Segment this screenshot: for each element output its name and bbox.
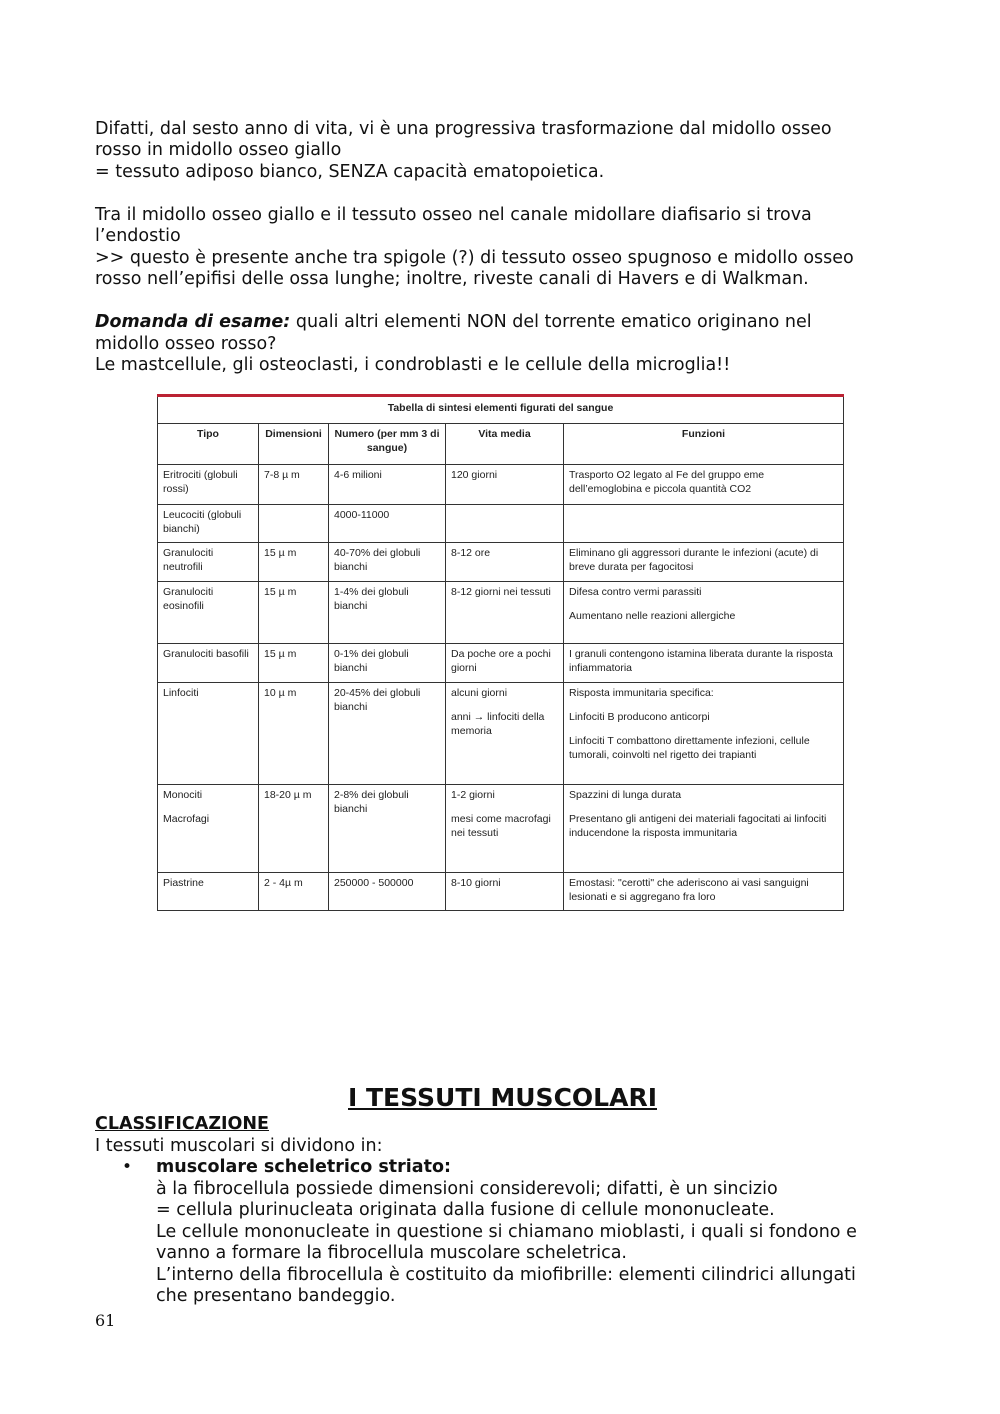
table-row bbox=[158, 464, 844, 504]
cell-funz bbox=[564, 682, 844, 784]
cell-funz bbox=[564, 784, 844, 872]
cell-num: 4000-11000 bbox=[329, 505, 446, 543]
bullet-line: che presentano bandeggio. bbox=[156, 1286, 396, 1306]
exam-answer: Le mastcellule, gli osteoclasti, i condroblasti e le cellule della microglia!! bbox=[95, 355, 731, 375]
paragraph-line: rosso in midollo osseo giallo bbox=[95, 140, 342, 160]
cell-funz-line: Aumentano nelle reazioni allergiche bbox=[569, 609, 736, 622]
cell-vita-line: anni → linfociti della memoria bbox=[451, 710, 545, 737]
paragraph-line: rosso nell’epifisi delle ossa lunghe; inoltre, riveste canali di Havers e di Walkman. bbox=[95, 269, 809, 289]
cell-funz bbox=[564, 581, 844, 644]
header-dimensioni: Dimensioni bbox=[259, 424, 329, 464]
cell-num: 4-6 milioni bbox=[329, 464, 446, 504]
cell-dim: 15 µ m bbox=[259, 581, 329, 644]
cell-dim: 18-20 µ m bbox=[259, 784, 329, 872]
cell-tipo: Granulociti neutrofili bbox=[158, 543, 259, 581]
section-title: I TESSUTI MUSCOLARI bbox=[348, 1083, 657, 1112]
paragraph-line: Tra il midollo osseo giallo e il tessuto osseo nel canale midollare diafisario si trova bbox=[95, 205, 812, 225]
bullet-line: vanno a formare la fibrocellula muscolare scheletrica. bbox=[156, 1243, 627, 1263]
paragraph-line: midollo osseo rosso? bbox=[95, 334, 277, 354]
cell-num: 20-45% dei globuli bianchi bbox=[329, 682, 446, 784]
cell-vita: 8-10 giorni bbox=[446, 872, 564, 910]
table-row bbox=[158, 505, 844, 543]
cell-vita: Da poche ore a pochi giorni bbox=[446, 644, 564, 682]
cell-num: 2-8% dei globuli bianchi bbox=[329, 784, 446, 872]
cell-vita-line: alcuni giorni bbox=[451, 686, 508, 699]
cell-funz-line: Risposta immunitaria specifica: bbox=[569, 686, 714, 699]
cell-tipo: Piastrine bbox=[158, 872, 259, 910]
cell-tipo-line: Macrofagi bbox=[163, 812, 210, 825]
cell-num: 0-1% dei globuli bianchi bbox=[329, 644, 446, 682]
bullet-line: = cellula plurinucleata originata dalla fusione di cellule mononucleate. bbox=[156, 1200, 775, 1220]
cell-tipo-line: Monociti bbox=[163, 788, 203, 801]
cell-num: 1-4% dei globuli bianchi bbox=[329, 581, 446, 644]
cell-dim: 15 µ m bbox=[259, 644, 329, 682]
bullet-line: L’interno della fibrocellula è costituito da miofibrille: elementi cilindrici allungati bbox=[156, 1265, 856, 1285]
table-row bbox=[158, 872, 844, 910]
paragraph-line: Difatti, dal sesto anno di vita, vi è una progressiva trasformazione dal midollo osseo bbox=[95, 119, 832, 139]
bullet-icon: • bbox=[122, 1157, 133, 1177]
cell-tipo bbox=[158, 784, 259, 872]
cell-dim bbox=[259, 505, 329, 543]
cell-vita: 120 giorni bbox=[446, 464, 564, 504]
cell-num: 40-70% dei globuli bianchi bbox=[329, 543, 446, 581]
bullet-line: Le cellule mononucleate in questione si chiamano mioblasti, i quali si fondono e bbox=[156, 1222, 857, 1242]
cell-tipo: Eritrociti (globuli rossi) bbox=[158, 464, 259, 504]
section-subtitle: CLASSIFICAZIONE bbox=[95, 1114, 270, 1134]
cell-vita-line: 1-2 giorni bbox=[451, 788, 495, 801]
cell-funz-line: Spazzini di lunga durata bbox=[569, 788, 682, 801]
bullet-title: muscolare scheletrico striato: bbox=[156, 1157, 451, 1177]
cell-vita bbox=[446, 505, 564, 543]
exam-question bbox=[95, 312, 812, 334]
cell-funz-line: Difesa contro vermi parassiti bbox=[569, 585, 702, 598]
cell-funz-line: Linfociti B producono anticorpi bbox=[569, 710, 710, 723]
cell-funz-line: Linfociti T combattono direttamente infezioni, cellule tumorali, coinvolti nel rigetto dei trapianti bbox=[569, 734, 810, 761]
cell-tipo: Linfociti bbox=[158, 682, 259, 784]
cell-funz: I granuli contengono istamina liberata durante la risposta infiammatoria bbox=[564, 644, 844, 682]
header-funzioni: Funzioni bbox=[564, 424, 844, 464]
header-vita-media: Vita media bbox=[446, 424, 564, 464]
header-tipo: Tipo bbox=[158, 424, 259, 464]
table-row bbox=[158, 581, 844, 644]
paragraph-line: = tessuto adiposo bianco, SENZA capacità ematopoietica. bbox=[95, 162, 605, 182]
cell-dim: 2 - 4µ m bbox=[259, 872, 329, 910]
page-number: 61 bbox=[95, 1311, 116, 1330]
cell-funz bbox=[564, 505, 844, 543]
table-row bbox=[158, 644, 844, 682]
bullet-line: à la fibrocellula possiede dimensioni considerevoli; difatti, è un sincizio bbox=[156, 1179, 778, 1199]
paragraph-line: >> questo è presente anche tra spigole (?) di tessuto osseo spugnoso e midollo osseo bbox=[95, 248, 854, 268]
cell-num: 250000 - 500000 bbox=[329, 872, 446, 910]
cell-tipo: Leucociti (globuli bianchi) bbox=[158, 505, 259, 543]
blood-elements-table bbox=[157, 394, 843, 911]
paragraph-line: l’endostio bbox=[95, 226, 181, 246]
cell-dim: 10 µ m bbox=[259, 682, 329, 784]
header-numero: Numero (per mm 3 di sangue) bbox=[329, 424, 446, 464]
table-row bbox=[158, 784, 844, 872]
cell-funz: Emostasi: "cerotti" che aderiscono ai vasi sanguigni lesionati e si aggregano fra loro bbox=[564, 872, 844, 910]
cell-tipo: Granulociti basofili bbox=[158, 644, 259, 682]
exam-question-text: quali altri elementi NON del torrente ematico originano nel bbox=[290, 312, 812, 332]
cell-vita-line: mesi come macrofagi nei tessuti bbox=[451, 812, 551, 839]
section-intro: I tessuti muscolari si dividono in: bbox=[95, 1136, 383, 1156]
table-caption: Tabella di sintesi elementi figurati del sangue bbox=[158, 396, 844, 424]
cell-dim: 7-8 µ m bbox=[259, 464, 329, 504]
cell-tipo: Granulociti eosinofili bbox=[158, 581, 259, 644]
cell-funz-line: Presentano gli antigeni dei materiali fagocitati ai linfociti inducendone la risposta immunitaria bbox=[569, 812, 827, 839]
table-row bbox=[158, 543, 844, 581]
cell-vita: 8-12 giorni nei tessuti bbox=[446, 581, 564, 644]
table-row bbox=[158, 682, 844, 784]
cell-funz: Eliminano gli aggressori durante le infezioni (acute) di breve durata per fagocitosi bbox=[564, 543, 844, 581]
cell-vita: 8-12 ore bbox=[446, 543, 564, 581]
exam-label: Domanda di esame: bbox=[95, 312, 291, 332]
cell-vita bbox=[446, 784, 564, 872]
cell-dim: 15 µ m bbox=[259, 543, 329, 581]
cell-funz: Trasporto O2 legato al Fe del gruppo eme dell’emoglobina e piccola quantità CO2 bbox=[564, 464, 844, 504]
cell-vita bbox=[446, 682, 564, 784]
